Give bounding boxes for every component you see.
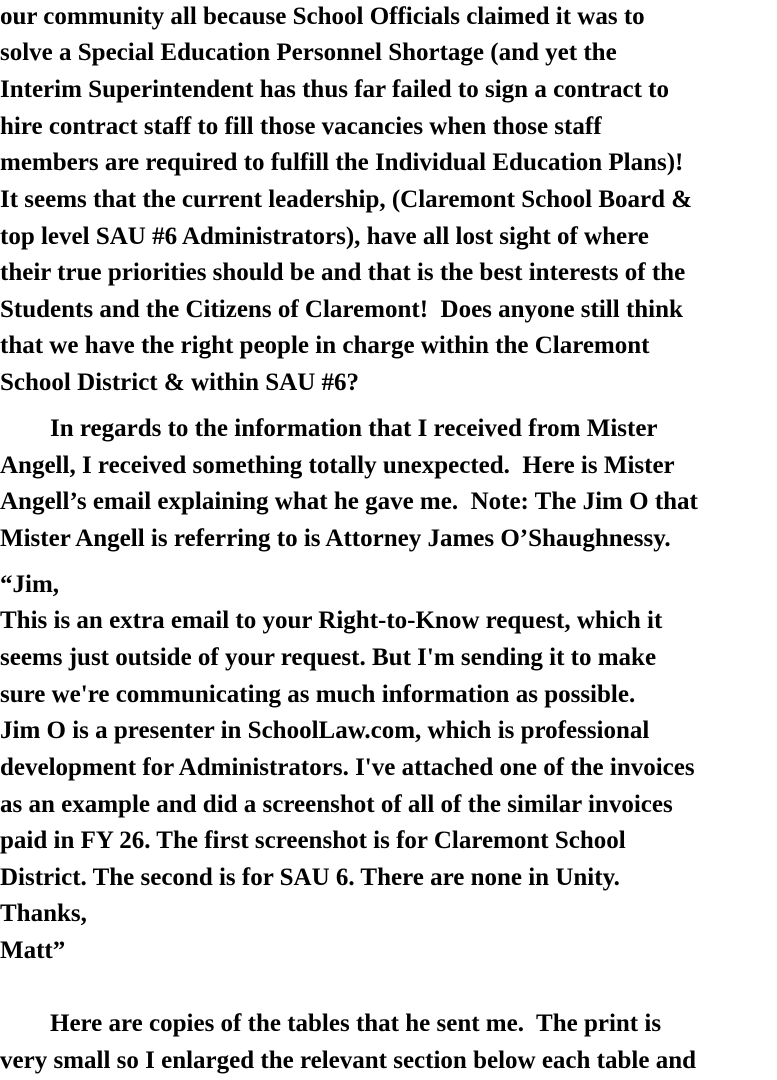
- text-line: In regards to the information that I received from Mister: [0, 415, 658, 442]
- text-line: sure we're communicating as much information as possible.: [0, 681, 636, 708]
- text-line: “Jim,: [0, 571, 60, 598]
- text-line: It seems that the current leadership, (Claremont School Board &: [0, 186, 693, 213]
- text-line: Jim O is a presenter in SchoolLaw.com, which is professional: [0, 717, 650, 744]
- text-line: seems just outside of your request. But I'm sending it to make: [0, 644, 657, 671]
- text-line: School District & within SAU #6?: [0, 369, 360, 396]
- text-line: Here are copies of the tables that he sent me. The print is: [0, 1010, 662, 1037]
- text-line: as an example and did a screenshot of all of the similar invoices: [0, 791, 673, 818]
- text-line: solve a Special Education Personnel Shortage (and yet the: [0, 39, 617, 66]
- text-line: District. The second is for SAU 6. There are none in Unity.: [0, 864, 620, 891]
- text-line: paid in FY 26. The first screenshot is for Claremont School: [0, 827, 626, 854]
- text-line: Angell’s email explaining what he gave me. Note: The Jim O that: [0, 488, 698, 515]
- text-line: our community all because School Officials claimed it was to: [0, 3, 645, 30]
- text-line: very small so I enlarged the relevant section below each table and: [0, 1047, 696, 1074]
- text-line: This is an extra email to your Right-to-Know request, which it: [0, 607, 663, 634]
- text-line: development for Administrators. I've attached one of the invoices: [0, 754, 695, 781]
- text-line: Matt”: [0, 937, 66, 964]
- text-line: that we have the right people in charge within the Claremont: [0, 332, 650, 359]
- text-line: hire contract staff to fill those vacancies when those staff: [0, 113, 602, 140]
- text-line: their true priorities should be and that is the best interests of the: [0, 259, 686, 286]
- text-line: Mister Angell is referring to is Attorney James O’Shaughnessy.: [0, 525, 671, 552]
- text-line: Thanks,: [0, 900, 87, 927]
- text-line: top level SAU #6 Administrators), have all lost sight of where: [0, 223, 649, 250]
- text-line: members are required to fulfill the Individual Education Plans)!: [0, 149, 684, 176]
- text-line: Interim Superintendent has thus far failed to sign a contract to: [0, 76, 669, 103]
- text-line: Angell, I received something totally unexpected. Here is Mister: [0, 452, 675, 479]
- text-line: Students and the Citizens of Claremont! Does anyone still think: [0, 296, 683, 323]
